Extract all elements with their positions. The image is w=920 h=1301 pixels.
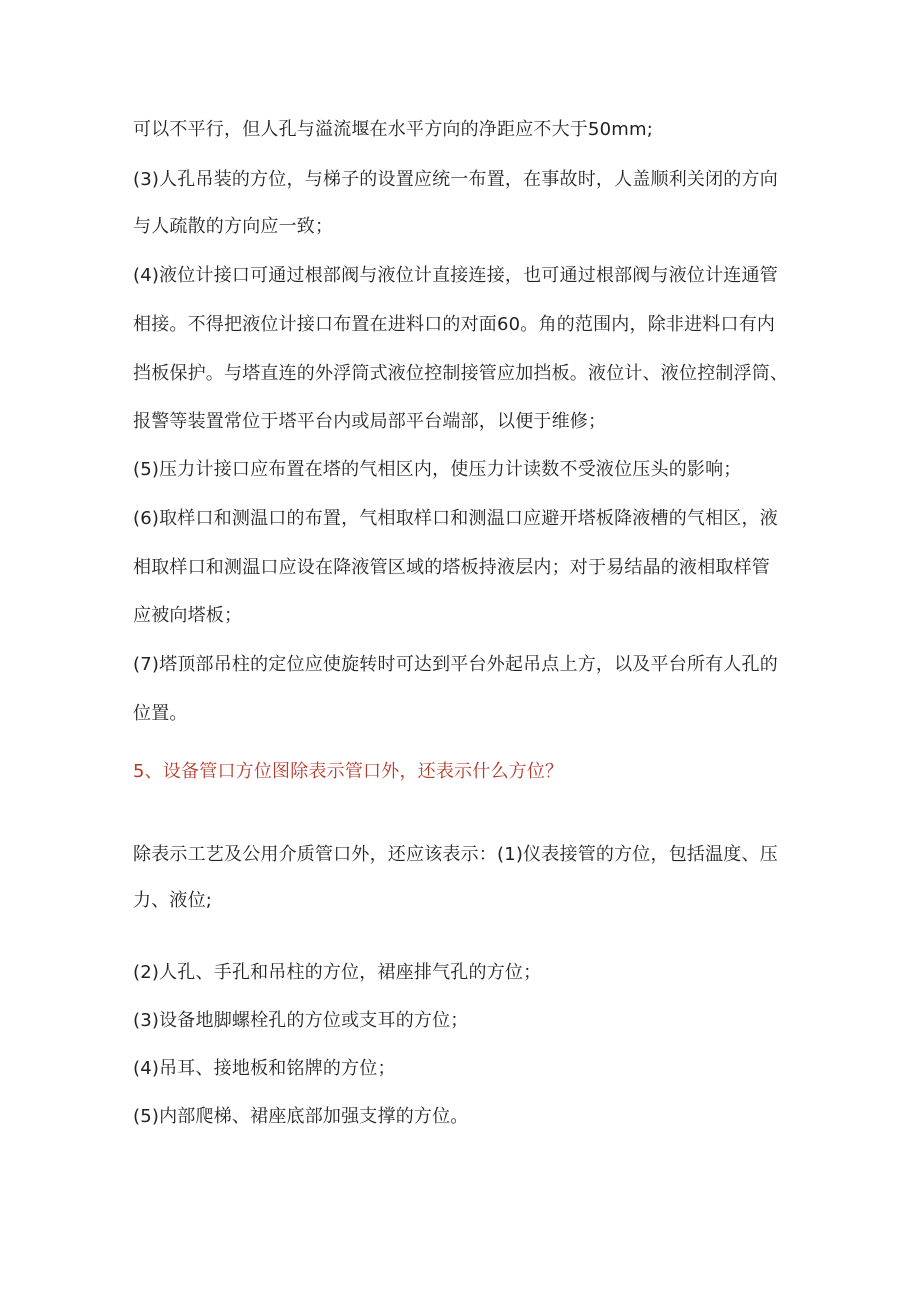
answer-list-item: (2)人孔、手孔和吊柱的方位，裙座排气孔的方位； [133,962,542,983]
paragraph-line: (5)压力计接口应布置在塔的气相区内，使压力计读数不受液位压头的影响； [133,459,742,480]
paragraph-line: 可以不平行，但人孔与溢流堰在水平方向的净距应不大于50mm; [133,119,654,140]
paragraph-line: 应被向塔板； [133,605,243,626]
section-heading: 5、设备管口方位图除表示管口外，还表示什么方位？ [133,761,564,782]
paragraph-line: (7)塔顶部吊柱的定位应使旋转时可达到平台外起吊点上方，以及平台所有人孔的 [133,654,778,675]
answer-list-item: (5)内部爬梯、裙座底部加强支撑的方位。 [133,1106,469,1127]
answer-line: 除表示工艺及公用介质管口外，还应该表示：(1)仪表接管的方位，包括温度、压 [133,844,778,865]
answer-list-item: (4)吊耳、接地板和铭牌的方位； [133,1058,396,1079]
paragraph-line: (6)取样口和测温口的布置，气相取样口和测温口应避开塔板降液槽的气相区，液 [133,508,778,529]
paragraph-line: (4)液位计接口可通过根部阀与液位计直接连接，也可通过根部阀与液位计连通管 [133,265,778,286]
paragraph-line: 相取样口和测温口应设在降液管区域的塔板持液层内；对于易结晶的液相取样管 [133,557,770,578]
paragraph-line: 相接。不得把液位计接口布置在进料口的对面60。角的范围内，除非进料口有内 [133,314,776,335]
paragraph-line: 报警等装置常位于塔平台内或局部平台端部，以便于维修； [133,411,607,432]
paragraph-line: (3)人孔吊装的方位，与梯子的设置应统一布置，在事故时，人盖顺利关闭的方向 [133,169,778,190]
paragraph-line: 位置。 [133,703,188,724]
paragraph-line: 与人疏散的方向应一致； [133,216,334,237]
answer-list-item: (3)设备地脚螺栓孔的方位或支耳的方位； [133,1010,469,1031]
paragraph-line: 挡板保护。与塔直连的外浮筒式液位控制接管应加挡板。液位计、液位控制浮筒、 [133,363,789,384]
answer-line: 力、液位; [133,890,213,911]
